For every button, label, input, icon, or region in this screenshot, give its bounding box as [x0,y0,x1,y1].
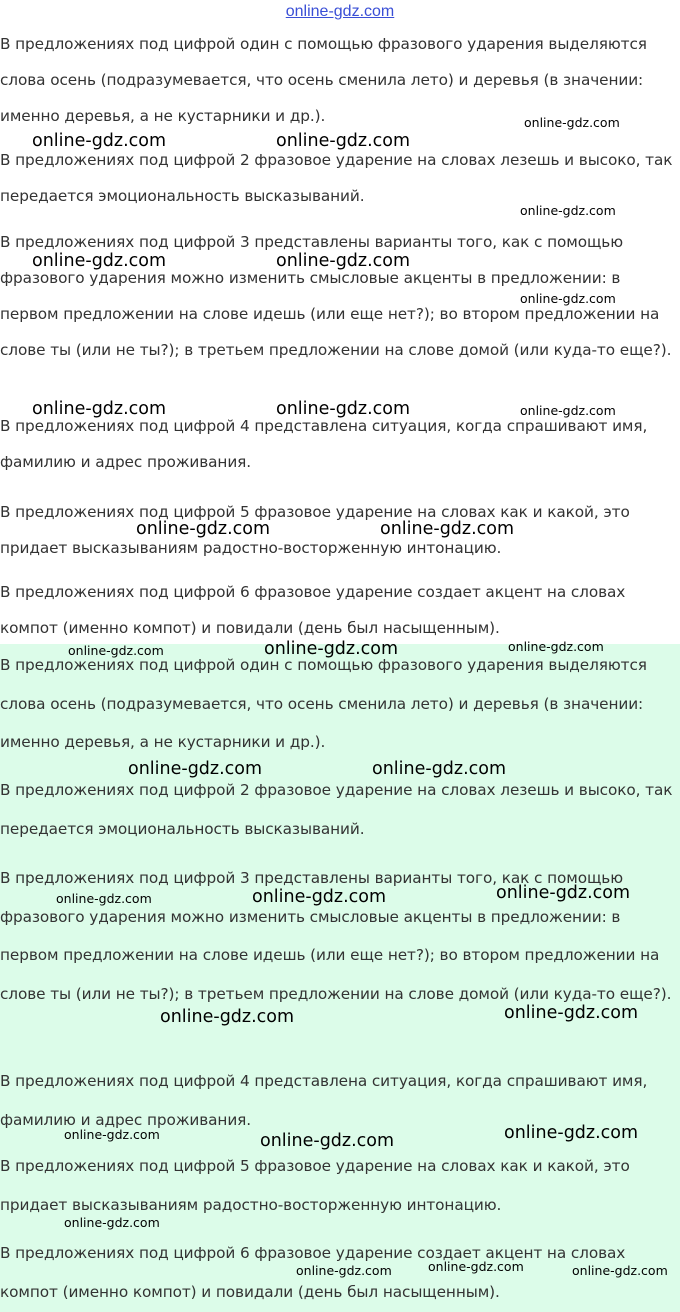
watermark: online-gdz.com [520,291,616,306]
watermark: online-gdz.com [572,1263,668,1278]
watermark: online-gdz.com [520,203,616,218]
site-link-header[interactable]: online-gdz.com [285,3,395,20]
watermark: online-gdz.com [428,1259,524,1274]
paragraph-3: В предложениях под цифрой 3 представлены варианты того, как с помощью фразового ударения можно изменить смысловые акценты в предложении: в первом предложении на слове идешь (или еще нет?); во втором предложении на слове ты (или не ты?); в третьем предложении на слове домой (или куда-то еще?). [0,233,672,359]
watermark: online-gdz.com [504,1123,639,1143]
paragraph-1: В предложениях под цифрой один с помощью фразового ударения выделяются слова осень (подразумевается, что осень сменила лето) и деревья (в значении: именно деревья, а не кустарники и др.). [0,35,647,125]
paragraph-2: В предложениях под цифрой 2 фразовое ударение на словах лезешь и высоко, так передается эмоциональность высказываний. [0,151,673,205]
watermark: online-gdz.com [276,399,411,419]
answer-block-1 [0,24,680,644]
watermark: online-gdz.com [68,643,164,658]
watermark: online-gdz.com [136,519,271,539]
paragraph-4: В предложениях под цифрой 4 представлена ситуация, когда спрашивают имя, фамилию и адрес проживания. [0,417,648,471]
paragraph-3: В предложениях под цифрой 3 представлены варианты того, как с помощью фразового ударения можно изменить смысловые акценты в предложении: в первом предложении на слове идешь (или еще нет?); во втором предложении на слове ты (или не ты?); в третьем предложении на слове домой (или куда-то еще?). [0,869,672,1003]
watermark: online-gdz.com [32,251,167,271]
watermark: online-gdz.com [32,399,167,419]
paragraph-5: В предложениях под цифрой 5 фразовое ударение на словах как и какой, это придает высказываниям радостно-восторженную интонацию. [0,1157,630,1214]
watermark: online-gdz.com [56,891,152,906]
watermark: online-gdz.com [260,1131,395,1151]
watermark: online-gdz.com [32,131,167,151]
watermark: online-gdz.com [380,519,515,539]
watermark: online-gdz.com [276,251,411,271]
watermark: online-gdz.com [496,883,631,903]
watermark: online-gdz.com [508,639,604,654]
paragraph-2: В предложениях под цифрой 2 фразовое ударение на словах лезешь и высоко, так передается эмоциональность высказываний. [0,781,673,838]
watermark: online-gdz.com [264,639,399,659]
watermark: online-gdz.com [520,403,616,418]
watermark: online-gdz.com [252,887,387,907]
watermark: online-gdz.com [128,759,263,779]
paragraph-4: В предложениях под цифрой 4 представлена ситуация, когда спрашивают имя, фамилию и адрес проживания. [0,1072,648,1129]
watermark: online-gdz.com [276,131,411,151]
paragraph-6: В предложениях под цифрой 6 фразовое ударение создает акцент на словах компот (именно компот) и повидали (день был насыщенным). [0,1244,626,1301]
watermark: online-gdz.com [160,1007,295,1027]
watermark: online-gdz.com [64,1127,160,1142]
watermark: online-gdz.com [524,115,620,130]
paragraph-1: В предложениях под цифрой один с помощью фразового ударения выделяются слова осень (подразумевается, что осень сменила лето) и деревья (в значении: именно деревья, а не кустарники и др.). [0,656,647,751]
watermark: online-gdz.com [504,1003,639,1023]
watermark: online-gdz.com [372,759,507,779]
answer-block-2 [0,644,680,1312]
watermark: online-gdz.com [296,1263,392,1278]
watermark: online-gdz.com [64,1215,160,1230]
paragraph-6: В предложениях под цифрой 6 фразовое ударение создает акцент на словах компот (именно компот) и повидали (день был насыщенным). [0,583,626,637]
paragraph-5: В предложениях под цифрой 5 фразовое ударение на словах как и какой, это придает высказываниям радостно-восторженную интонацию. [0,503,630,557]
